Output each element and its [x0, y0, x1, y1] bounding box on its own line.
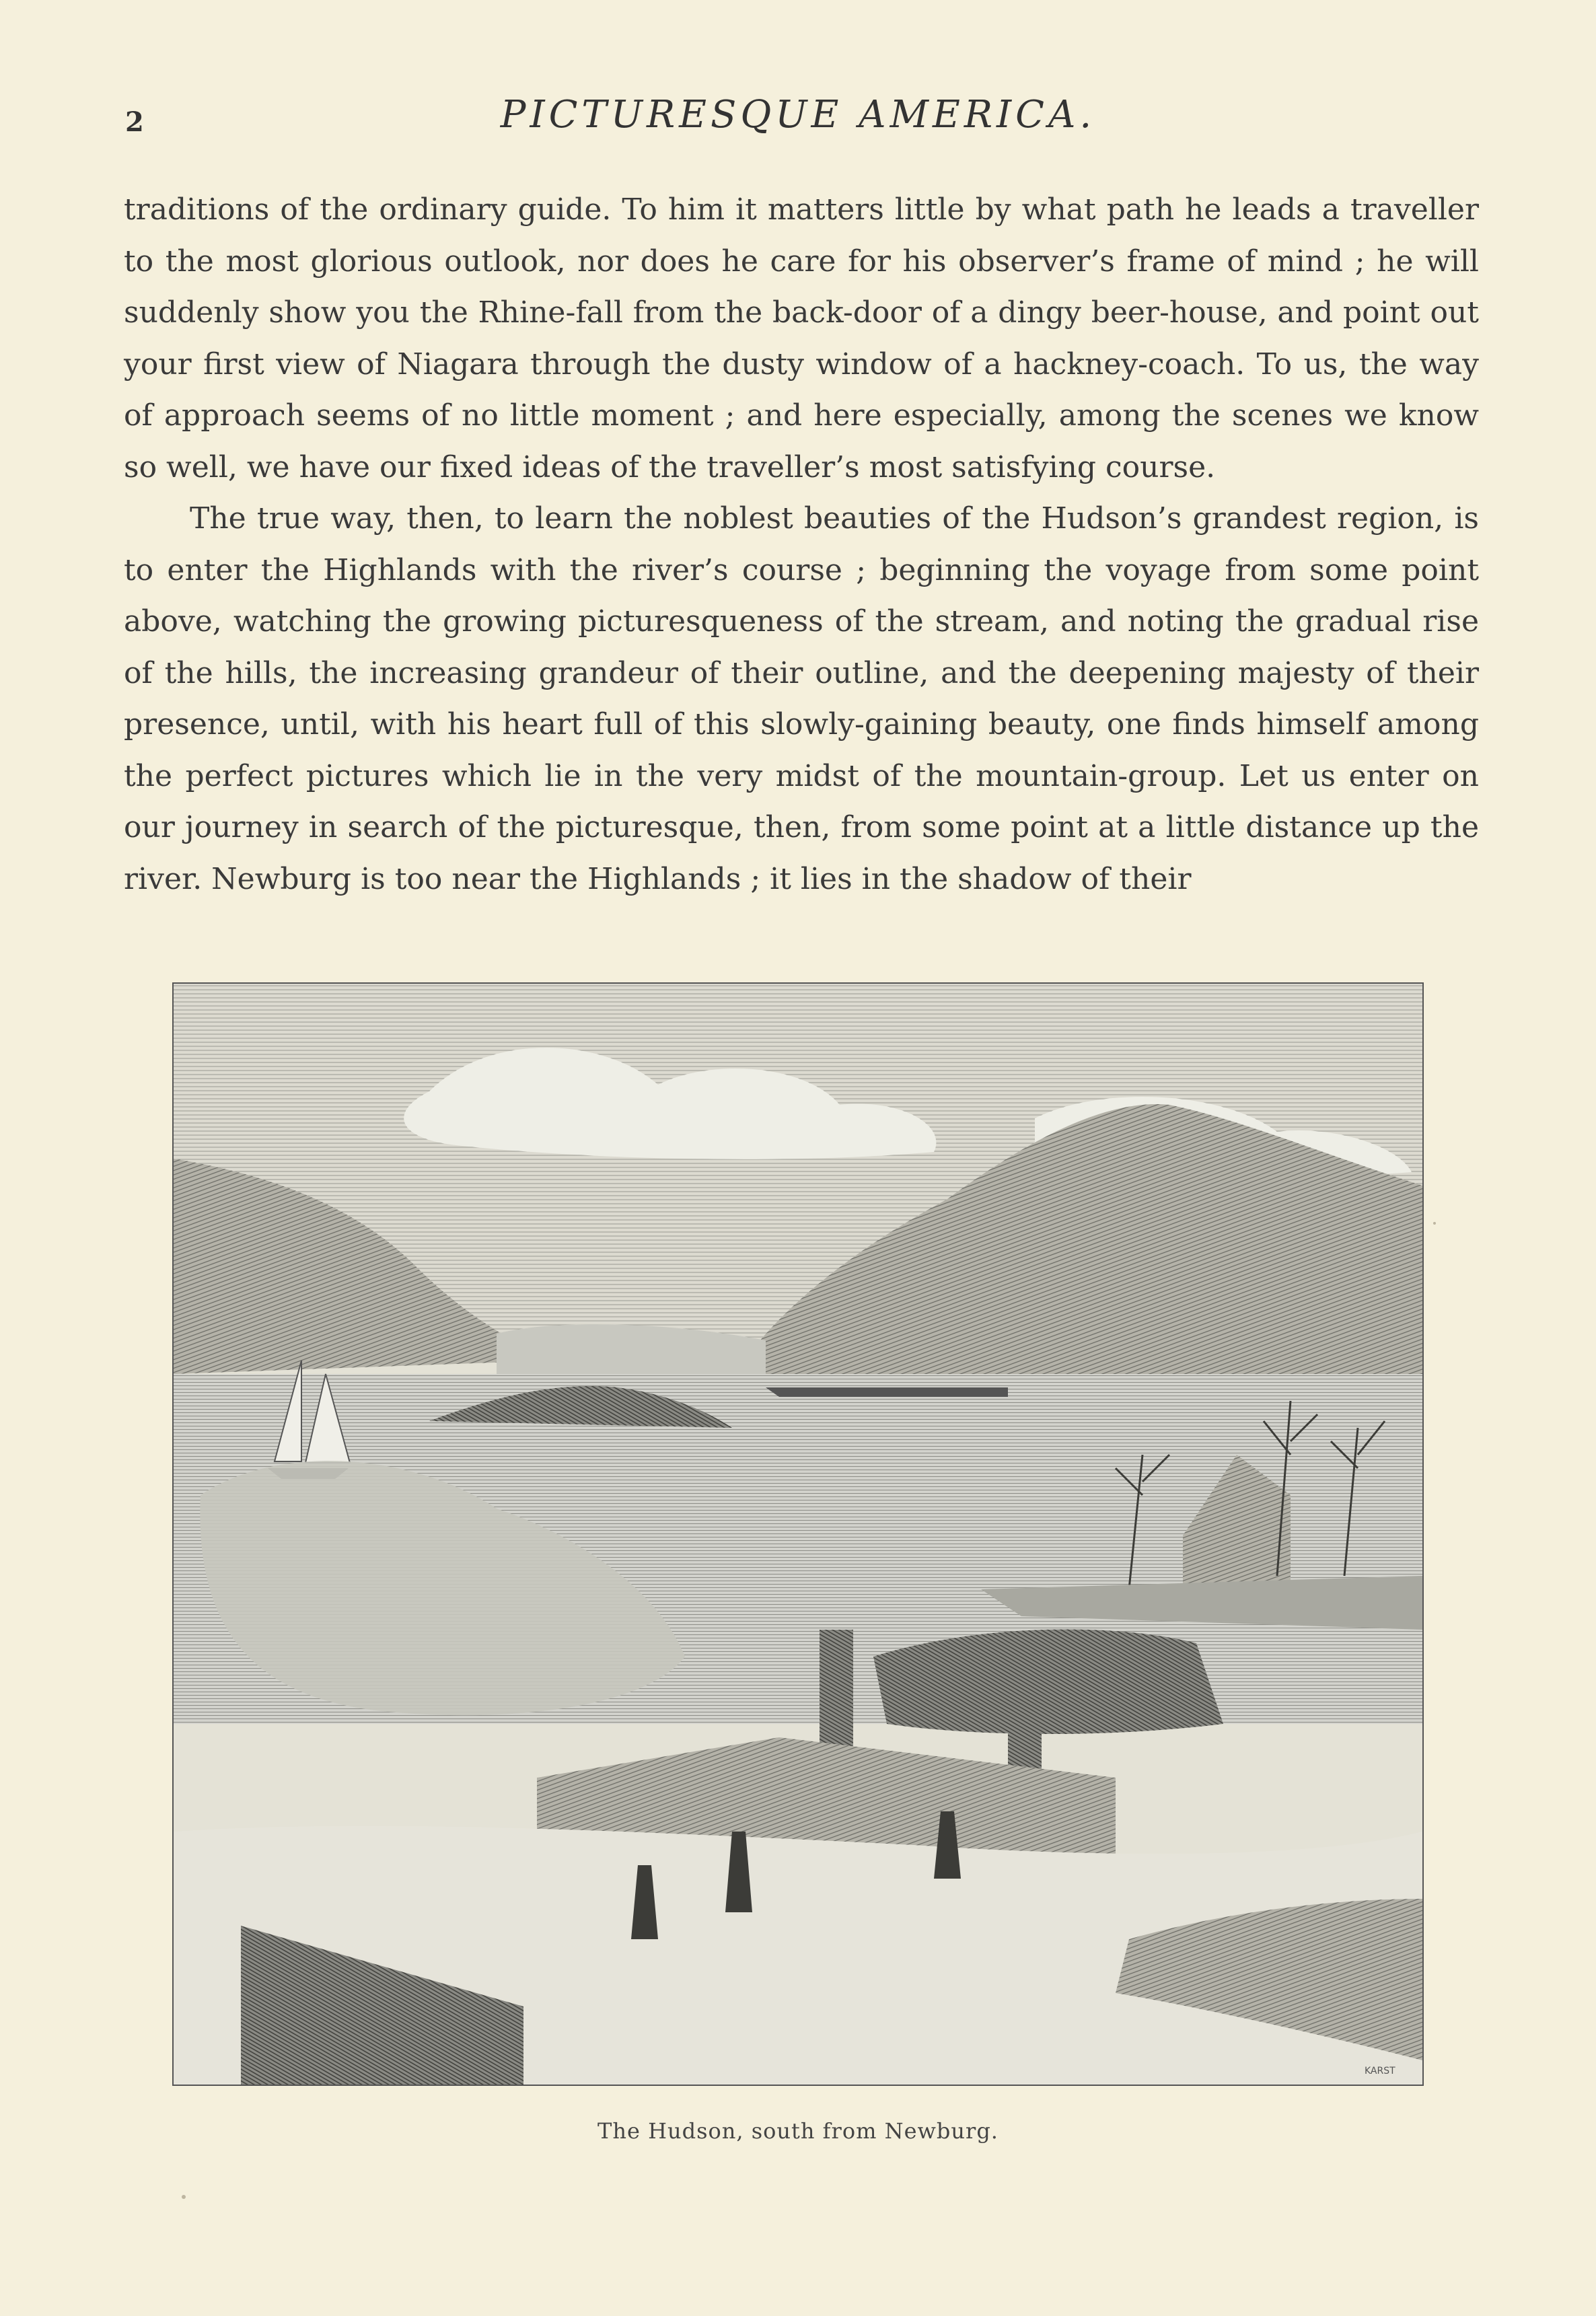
engraving-illustration — [172, 982, 1424, 2086]
body-text — [124, 184, 1479, 905]
chimney-right — [1008, 1643, 1042, 1771]
running-title: PICTURESQUE AMERICA. — [500, 93, 1096, 137]
hudson-river-engraving — [174, 984, 1422, 2085]
chimney-left — [820, 1630, 853, 1751]
engraver-signature: KARST — [1365, 2066, 1395, 2076]
boat-hull — [873, 1630, 1223, 1734]
paragraph-2: The true way, then, to learn the noblest beauties of the Hudson’s grandest region, is to enter the Highlands with the river’s course ; beginning the voyage from some point above, watching the growing picturesqueness of the stream, and noting the gradual rise of the hills, the increasing grandeur of their outline, and the deepening majesty of their presence, until, with his heart full of this slowly-gaining beauty, one finds himself among the perfect pictures which lie in the very midst of the mountain-group. Let us enter on our journey in search of the picturesque, then, from some point at a little distance up the river. Newburg is too near the Highlands ; it lies in the shadow of their — [124, 501, 1479, 896]
paper-speck — [1433, 1222, 1436, 1225]
steamboat — [766, 1387, 1008, 1397]
paper-speck — [182, 2195, 186, 2199]
paragraph-1: traditions of the ordinary guide. To him it matters little by what path he leads a traveller to the most glorious outlook, nor does he care for his observer’s frame of mind ; he will suddenly show you the Rhine-fall from the back-door of a dingy beer-house, and point out your first view of Niagara through the dusty window of a hackney-coach. To us, the way of approach seems of no little moment ; and here especially, among the scenes we know so well, we have our fixed ideas of the traveller’s most satisfying course. — [124, 192, 1479, 484]
page-number: 2 — [125, 106, 144, 138]
figure-caption: The Hudson, south from Newburg. — [597, 2118, 999, 2144]
